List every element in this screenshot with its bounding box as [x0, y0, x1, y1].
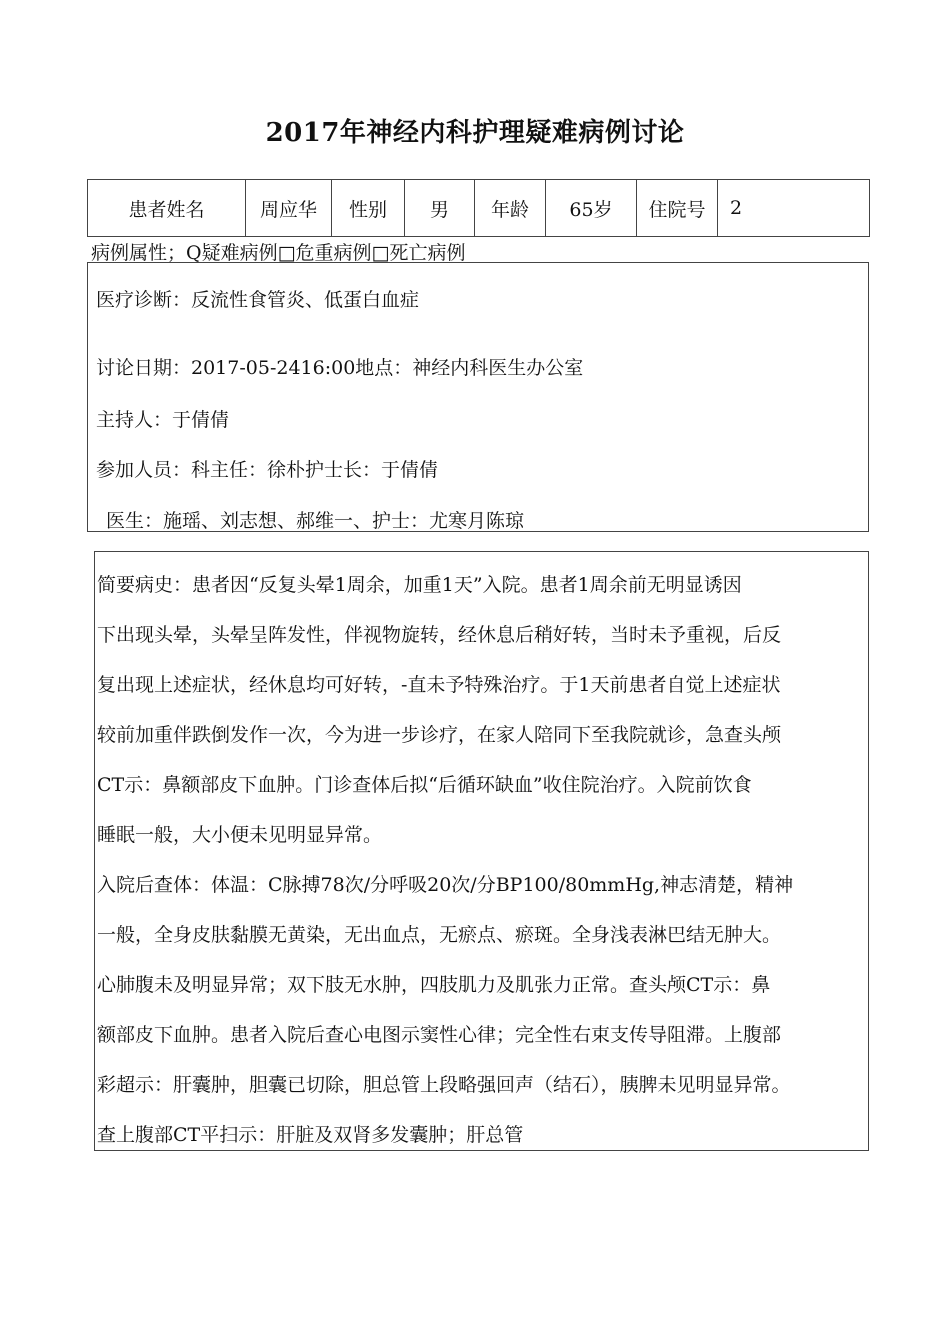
history-text-line: 简要病史：患者因“反复头晕1周余，加重1天”入院。患者1周余前无明显诱因: [97, 574, 742, 596]
brief-history: [97, 560, 866, 860]
history-box: [94, 551, 869, 1151]
age-label: 年龄: [475, 180, 546, 237]
document-title: 2017年神经内科护理疑难病例讨论: [265, 118, 685, 148]
history-text-line: 睡眠一般，大小便未见明显异常。: [97, 824, 383, 846]
history-text-line: 复出现上述症状，经休息均可好转，-直未予特殊治疗。于1天前患者自觉上述症状: [97, 674, 781, 696]
diagnosis-line: 医疗诊断：反流性食管炎、低蛋白血症: [96, 289, 420, 311]
name-value: 周应华: [246, 180, 332, 237]
history-text-line: 一般，全身皮肤黏膜无黄染，无出血点，无瘀点、瘀斑。全身浅表淋巴结无肿大。: [97, 924, 782, 946]
admission-value: 2: [718, 180, 870, 237]
border-tick: [868, 363, 869, 383]
age-value: 65岁: [546, 180, 637, 237]
name-label: 患者姓名: [88, 180, 246, 237]
history-text-line: 额部皮下血肿。患者入院后查心电图示窦性心律；完全性右束支传导阻滞。上腹部: [97, 1024, 782, 1046]
case-attribute: 病例属性；Q疑难病例□危重病例□死亡病例: [91, 242, 466, 264]
border-tick: [868, 313, 869, 333]
history-text-line: CT示：鼻额部皮下血肿。门诊查体后拟“后循环缺血”收住院治疗。入院前饮食: [97, 774, 752, 796]
participants-line: 参加人员：科主任：徐朴护士长：于倩倩: [96, 459, 439, 481]
history-text-line: 下出现头晕，头晕呈阵发性，伴视物旋转，经休息后稍好转，当时未予重视，后反: [97, 624, 782, 646]
history-text-line: 彩超示：肝囊肿，胆囊已切除，胆总管上段略强回声（结石），胰脾未见明显异常。: [97, 1074, 791, 1096]
discussion-info-box: [87, 262, 869, 532]
sex-value: 男: [405, 180, 475, 237]
host-line: 主持人：于倩倩: [96, 409, 230, 431]
doctors-line: 医生：施瑶、刘志想、郝维一、护士：尤寒月陈琼: [106, 510, 525, 532]
patient-info-table: [87, 179, 870, 237]
history-text-line: 查上腹部CT平扫示：肝脏及双肾多发囊肿；肝总管: [97, 1124, 524, 1146]
sex-label: 性别: [332, 180, 405, 237]
history-text-line: 心肺腹未及明显异常；双下肢无水肿，四肢肌力及肌张力正常。查头颅CT示：鼻: [97, 974, 771, 996]
physical-exam: [97, 860, 866, 1160]
history-text-line: 入院后查体：体温：C脉搏78次/分呼吸20次/分BP100/80mmHg,神志清楚，精神: [97, 874, 794, 896]
history-text-line: 较前加重伴跌倒发作一次，今为进一步诊疗，在家人陪同下至我院就诊，急查头颅: [97, 724, 782, 746]
date-place-line: 讨论日期：2017-05-2416:00地点：神经内科医生办公室: [96, 357, 584, 379]
admission-label: 住院号: [637, 180, 718, 237]
